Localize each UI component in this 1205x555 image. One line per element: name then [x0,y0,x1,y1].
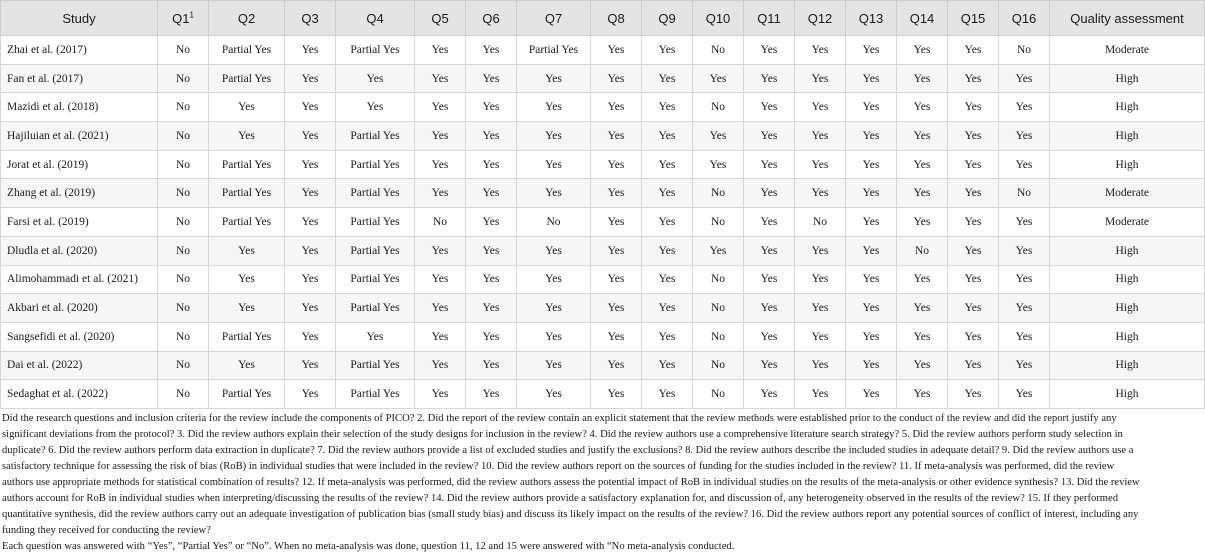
answer-cell: Yes [846,294,897,323]
answer-cell: Yes [999,322,1050,351]
answer-cell: Yes [693,236,744,265]
answer-cell: Yes [285,208,336,237]
answer-cell: Yes [795,36,846,65]
answer-cell: Yes [642,380,693,409]
table-row [1,93,1205,122]
answer-cell: Yes [744,236,795,265]
answer-cell: Yes [336,93,415,122]
answer-cell: No [517,208,591,237]
answer-cell: Yes [642,150,693,179]
answer-cell: Yes [744,380,795,409]
answer-cell: Yes [795,236,846,265]
column-header-q6: Q6 [466,1,517,36]
answer-cell: No [693,179,744,208]
answer-cell: No [693,322,744,351]
answer-cell: Yes [209,294,285,323]
answer-cell: Yes [846,380,897,409]
study-cell: Zhang et al. (2019) [1,179,158,208]
answer-cell: No [897,236,948,265]
answer-cell: No [158,265,209,294]
answer-cell: Yes [642,64,693,93]
answer-cell: No [693,93,744,122]
answer-cell: Yes [948,351,999,380]
answer-cell: Yes [795,150,846,179]
answer-cell: Yes [591,64,642,93]
answer-cell: Yes [744,122,795,151]
answer-cell: No [693,36,744,65]
answer-cell: Yes [415,294,466,323]
answer-cell: Yes [415,265,466,294]
answer-cell: Yes [642,122,693,151]
quality-cell: High [1050,150,1205,179]
answer-cell: Yes [999,351,1050,380]
answer-cell: No [158,236,209,265]
answer-cell: Yes [415,150,466,179]
answer-cell: Yes [795,64,846,93]
study-cell: Sangsefidi et al. (2020) [1,322,158,351]
quality-cell: High [1050,122,1205,151]
answer-cell: Yes [336,64,415,93]
study-cell: Akbari et al. (2020) [1,294,158,323]
quality-cell: High [1050,236,1205,265]
answer-cell: Yes [285,322,336,351]
answer-cell: Yes [897,93,948,122]
answer-cell: Yes [285,64,336,93]
answer-cell: Yes [846,150,897,179]
answer-cell: Partial Yes [209,36,285,65]
answer-cell: No [158,351,209,380]
answer-cell: Yes [999,93,1050,122]
quality-cell: High [1050,294,1205,323]
answer-cell: Yes [466,208,517,237]
answer-cell: Yes [466,179,517,208]
answer-cell: No [693,208,744,237]
answer-cell: Yes [897,150,948,179]
answer-cell: Yes [591,236,642,265]
answer-cell: Yes [948,265,999,294]
answer-cell: No [158,122,209,151]
answer-cell: Yes [948,208,999,237]
answer-cell: Partial Yes [209,64,285,93]
answer-cell: No [158,208,209,237]
quality-cell: Moderate [1050,179,1205,208]
answer-cell: Yes [744,36,795,65]
answer-cell: Yes [466,36,517,65]
study-cell: Jorat et al. (2019) [1,150,158,179]
answer-cell: Yes [744,150,795,179]
answer-cell: No [693,265,744,294]
answer-cell: Partial Yes [209,150,285,179]
answer-cell: Yes [795,294,846,323]
answer-cell: Yes [642,208,693,237]
answer-cell: Yes [693,150,744,179]
answer-cell: Yes [897,122,948,151]
answer-cell: Yes [795,122,846,151]
table-row [1,380,1205,409]
answer-cell: Yes [466,122,517,151]
quality-cell: High [1050,265,1205,294]
table-row [1,122,1205,151]
answer-cell: Yes [846,93,897,122]
answer-cell: Yes [466,93,517,122]
answer-cell: Yes [591,150,642,179]
answer-cell: Partial Yes [336,122,415,151]
answer-cell: Yes [999,64,1050,93]
column-header-q8: Q8 [591,1,642,36]
answer-cell: No [158,294,209,323]
answer-cell: Yes [948,122,999,151]
answer-cell: Yes [897,265,948,294]
answer-cell: Yes [999,208,1050,237]
answer-cell: Yes [948,179,999,208]
column-header-q5: Q5 [415,1,466,36]
answer-cell: Yes [846,36,897,65]
answer-cell: Yes [415,351,466,380]
answer-cell: Yes [795,322,846,351]
quality-cell: High [1050,380,1205,409]
answer-cell: No [795,208,846,237]
answer-cell: No [693,351,744,380]
answer-cell: Yes [517,93,591,122]
column-header-q1: $Q1^1$ [158,1,209,36]
answer-cell: Yes [466,265,517,294]
answer-cell: Yes [744,351,795,380]
answer-cell: Yes [642,322,693,351]
answer-cell: Yes [285,93,336,122]
answer-cell: No [158,380,209,409]
answer-cell: Yes [285,351,336,380]
quality-cell: High [1050,322,1205,351]
answer-cell: Yes [948,322,999,351]
column-header-q15: Q15 [948,1,999,36]
answer-cell: Yes [846,351,897,380]
answer-cell: Yes [846,236,897,265]
answer-cell: Yes [415,64,466,93]
answer-cell: Yes [517,294,591,323]
study-cell: Farsi et al. (2019) [1,208,158,237]
answer-cell: Yes [744,322,795,351]
answer-cell: Yes [948,380,999,409]
table-body [1,36,1205,409]
column-header-q9: Q9 [642,1,693,36]
answer-cell: No [158,179,209,208]
answer-cell: Yes [897,380,948,409]
answer-cell: Yes [517,265,591,294]
answer-cell: Yes [285,380,336,409]
answer-cell: Yes [209,122,285,151]
answer-cell: Yes [846,208,897,237]
answer-cell: Yes [693,64,744,93]
answer-cell: Yes [948,150,999,179]
answer-cell: Partial Yes [517,36,591,65]
table-row [1,179,1205,208]
answer-cell: Yes [897,322,948,351]
answer-cell: Yes [591,208,642,237]
answer-cell: Yes [466,380,517,409]
answer-cell: Yes [591,179,642,208]
answer-cell: Yes [285,179,336,208]
column-header-q3: Q3 [285,1,336,36]
answer-cell: Yes [744,64,795,93]
answer-cell: Yes [999,380,1050,409]
table-row [1,265,1205,294]
column-header-quality: Quality assessment [1050,1,1205,36]
answer-cell: No [999,36,1050,65]
answer-cell: Yes [948,236,999,265]
answer-cell: Yes [744,93,795,122]
answer-cell: Yes [897,36,948,65]
q1-footnote-marker: 1 [189,10,194,20]
answer-cell: Yes [948,93,999,122]
answer-cell: Yes [517,322,591,351]
quality-cell: High [1050,93,1205,122]
answer-cell: Yes [415,122,466,151]
study-cell: Zhai et al. (2017) [1,36,158,65]
answer-cell: Yes [897,351,948,380]
answer-cell: Yes [999,122,1050,151]
answer-cell: Yes [415,380,466,409]
answer-cell: Yes [795,380,846,409]
answer-cell: Yes [209,265,285,294]
answer-cell: Partial Yes [336,208,415,237]
answer-cell: Yes [285,122,336,151]
answer-cell: Yes [517,179,591,208]
answer-cell: Yes [285,150,336,179]
column-header-q2: Q2 [209,1,285,36]
table-row [1,322,1205,351]
answer-cell: Yes [415,236,466,265]
answer-cell: Yes [466,150,517,179]
answer-cell: Yes [744,265,795,294]
column-header-q7: Q7 [517,1,591,36]
column-header-q16: Q16 [999,1,1050,36]
answer-cell: Yes [415,179,466,208]
answer-cell: Yes [517,122,591,151]
answer-cell: No [693,294,744,323]
answer-cell: Partial Yes [336,351,415,380]
answer-cell: Yes [897,294,948,323]
answer-cell: Partial Yes [336,150,415,179]
table-row [1,64,1205,93]
answer-cell: Yes [744,294,795,323]
answer-cell: Yes [466,294,517,323]
answer-cell: Partial Yes [336,179,415,208]
quality-cell: Moderate [1050,208,1205,237]
answer-cell: No [415,208,466,237]
study-cell: Alimohammadi et al. (2021) [1,265,158,294]
answer-cell: Yes [642,93,693,122]
answer-cell: Yes [846,122,897,151]
answer-cell: Yes [285,236,336,265]
answer-cell: Yes [642,36,693,65]
answer-cell: Yes [517,380,591,409]
answer-cell: Yes [795,93,846,122]
answer-cell: Yes [591,36,642,65]
quality-cell: High [1050,351,1205,380]
table-row [1,36,1205,65]
answer-cell: Yes [846,179,897,208]
answer-cell: Yes [466,236,517,265]
answer-cell: Yes [897,208,948,237]
answer-cell: Partial Yes [336,236,415,265]
answer-cell: Yes [999,150,1050,179]
answer-cell: Yes [642,351,693,380]
answer-cell: Yes [209,351,285,380]
answer-cell: No [999,179,1050,208]
answer-cell: Partial Yes [336,36,415,65]
answer-cell: Yes [591,351,642,380]
answer-cell: Yes [948,294,999,323]
answer-cell: No [158,36,209,65]
answer-cell: Yes [999,294,1050,323]
table-footnotes [0,409,1145,555]
answer-cell: Yes [846,265,897,294]
answer-cell: Yes [466,64,517,93]
answer-cell: Yes [517,64,591,93]
answer-cell: Yes [948,64,999,93]
column-header-q12: Q12 [795,1,846,36]
answer-cell: Yes [642,265,693,294]
answer-cell: Partial Yes [209,322,285,351]
answer-cell: Partial Yes [336,265,415,294]
answer-cell: Yes [897,179,948,208]
answer-cell: Yes [591,380,642,409]
answer-cell: Yes [591,265,642,294]
answer-cell: Yes [209,93,285,122]
answer-cell: Yes [948,36,999,65]
answer-cell: Partial Yes [209,208,285,237]
answer-cell: Yes [642,179,693,208]
answer-cell: Yes [744,179,795,208]
answer-cell: Yes [897,64,948,93]
answer-cell: Yes [517,351,591,380]
answer-cell: Yes [466,322,517,351]
answer-cell: Partial Yes [209,179,285,208]
answer-cell: Yes [846,322,897,351]
quality-cell: High [1050,64,1205,93]
column-header-q14: Q14 [897,1,948,36]
answer-cell: Yes [591,322,642,351]
study-cell: Sedaghat et al. (2022) [1,380,158,409]
answer-cell: Yes [466,351,517,380]
answer-cell: Yes [795,265,846,294]
answer-cell: Yes [999,236,1050,265]
answer-cell: Yes [517,236,591,265]
answer-cell: No [693,380,744,409]
answer-cell: Yes [285,265,336,294]
answer-cell: Yes [591,93,642,122]
answer-options-footnote: Each question was answered with “Yes”, “Partial Yes” or “No”. When no meta-analysis was done, question 11, 12 and 15 were answered with “No meta-analysis conducted. [2,540,735,552]
answer-cell: Yes [846,64,897,93]
table-row [1,150,1205,179]
study-cell: Mazidi et al. (2018) [1,93,158,122]
answer-cell: Yes [693,122,744,151]
answer-cell: Yes [415,36,466,65]
answer-cell: Yes [591,294,642,323]
study-cell: Dludla et al. (2020) [1,236,158,265]
answer-cell: No [158,64,209,93]
answer-cell: Partial Yes [209,380,285,409]
column-header-q10: Q10 [693,1,744,36]
column-header-study: Study [1,1,158,36]
column-header-q4: Q4 [336,1,415,36]
study-cell: Hajiluian et al. (2021) [1,122,158,151]
quality-cell: Moderate [1050,36,1205,65]
answer-cell: Yes [642,236,693,265]
table-row [1,236,1205,265]
table-row [1,351,1205,380]
answer-cell: Yes [415,93,466,122]
answer-cell: Yes [591,122,642,151]
study-cell: Dai et al. (2022) [1,351,158,380]
answer-cell: Yes [209,236,285,265]
answer-cell: Yes [744,208,795,237]
answer-cell: No [158,322,209,351]
study-cell: Fan et al. (2017) [1,64,158,93]
answer-cell: No [158,93,209,122]
question-list-footnote: Did the research questions and inclusion criteria for the review include the components of PICO? 2. Did the report of the review contain an explicit statement that the review methods were established prior to the conduct of the review and did the report justify any significant deviations from the protocol? 3. Did the review authors explain their selection of the study designs for inclusion in the review? 4. Did the review authors use a comprehensive literature search strategy? 5. Did the review authors perform study selection in duplicate? 6. Did the review authors perform data extraction in duplicate? 7. Did the review authors provide a list of excluded studies and justify the exclusions? 8. Did the review authors describe the included studies in adequate detail? 9. Did the review authors use a satisfactory technique for assessing the risk of bias (RoB) in individual studies that were included in the review? 10. Did the review authors report on the sources of funding for the studies included in the review? 11. If meta-analysis was performed, did the review authors use appropriate methods for statistical combination of results? 12. If meta-analysis was performed, did the review authors assess the potential impact of RoB in individual studies on the results of the meta-analysis or other evidence synthesis? 13. Did the review authors account for RoB in individual studies when interpreting/discussing the results of the review? 14. Did the review authors provide a satisfactory explanation for, and discussion of, any heterogeneity observed in the results of the review? 15. If they performed quantitative synthesis, did the review authors carry out an adequate investigation of publication bias (small study bias) and discuss its likely impact on the results of the review? 16. Did the review authors report any potential sources of conflict of interest, including any funding they received for conducting the review? [2,412,1140,536]
answer-cell: No [158,150,209,179]
answer-cell: Partial Yes [336,294,415,323]
answer-cell: Yes [999,265,1050,294]
table-row [1,294,1205,323]
answer-cell: Yes [285,294,336,323]
answer-cell: Yes [517,150,591,179]
table-row [1,208,1205,237]
answer-cell: Yes [285,36,336,65]
table-header-row [1,1,1205,36]
answer-cell: Yes [642,294,693,323]
answer-cell: Yes [415,322,466,351]
column-header-q13: Q13 [846,1,897,36]
answer-cell: Partial Yes [336,380,415,409]
answer-cell: Yes [795,351,846,380]
column-header-q11: Q11 [744,1,795,36]
answer-cell: Yes [336,322,415,351]
answer-cell: Yes [795,179,846,208]
